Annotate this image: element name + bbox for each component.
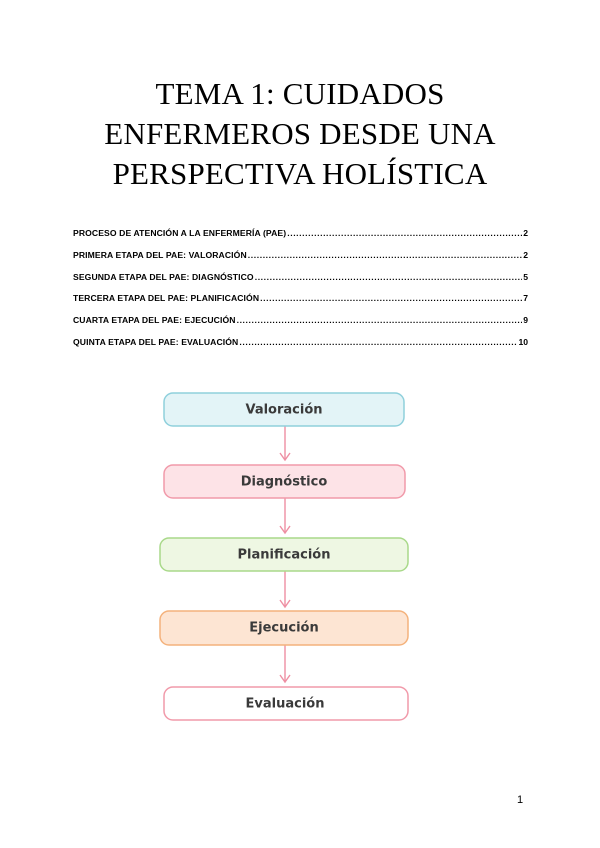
toc-entry-page: 10 <box>518 336 528 347</box>
toc-entry-page: 5 <box>523 271 528 282</box>
title-line-3: PERSPECTIVA HOLÍSTICA <box>112 156 488 191</box>
title-line-1: TEMA 1: CUIDADOS <box>155 76 445 111</box>
toc-entry-label: CUARTA ETAPA DEL PAE: EJECUCIÓN <box>73 315 236 326</box>
stage-label-ejecucion: Ejecución <box>249 620 319 636</box>
stage-valoracion <box>164 393 404 426</box>
title-line-2: ENFERMEROS DESDE UNA <box>104 116 496 151</box>
page-number: 1 <box>517 794 524 806</box>
stage-evaluacion <box>164 687 408 720</box>
toc-entry-page: 9 <box>523 315 528 326</box>
toc-entry-label: TERCERA ETAPA DEL PAE: PLANIFICACIÓN <box>73 293 260 304</box>
stage-label-diagnostico: Diagnóstico <box>240 474 328 490</box>
stage-planificacion <box>160 538 408 571</box>
toc-entry-page: 7 <box>523 293 528 304</box>
flow-arrow-4 <box>280 645 290 682</box>
toc-entry-label: SEGUNDA ETAPA DEL PAE: DIAGNÓSTICO <box>73 271 254 282</box>
toc-entry-label: PRIMERA ETAPA DEL PAE: VALORACIÓN <box>73 249 247 260</box>
flow-arrow-3 <box>280 571 290 607</box>
toc-entry-label: QUINTA ETAPA DEL PAE: EVALUACIÓN <box>73 336 239 347</box>
toc-entry-label: PROCESO DE ATENCIÓN A LA ENFERMERÍA (PAE) <box>73 228 287 238</box>
stage-label-valoracion: Valoración <box>245 402 323 418</box>
stage-label-planificacion: Planificación <box>237 547 331 563</box>
toc-entry-page: 2 <box>523 228 528 238</box>
flow-arrow-2 <box>280 498 290 533</box>
flow-arrow-1 <box>280 426 290 460</box>
stage-ejecucion <box>160 611 408 645</box>
toc-entry-page: 2 <box>523 249 528 260</box>
stage-label-evaluacion: Evaluación <box>245 696 325 712</box>
stage-diagnostico <box>164 465 405 498</box>
